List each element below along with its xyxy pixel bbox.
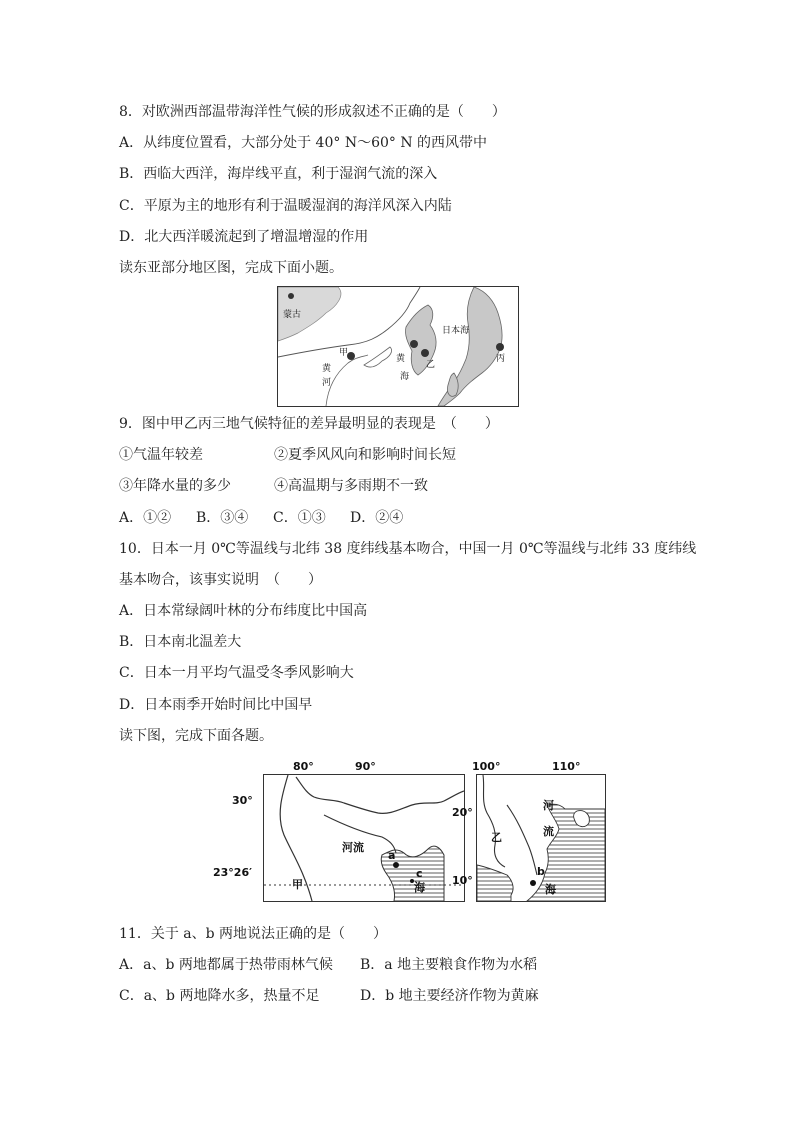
label-lon-90: 90° [355,760,376,773]
bing-point [496,343,504,351]
label-jia-south-asia: 甲 [292,878,303,891]
point-b [530,880,536,886]
east-asia-map [277,286,519,407]
label-liu: 流 [543,825,554,838]
q9-statement-3: ③年降水量的多少 [119,478,231,494]
yi-point-1 [410,340,418,348]
label-jia: 甲 [339,348,349,358]
jia-point [347,352,355,360]
label-yi: 乙 [426,360,436,370]
kyushu-island [447,373,458,396]
q11-option-d: D．b 地主要经济作物为黄麻 [360,988,539,1004]
point-a [393,862,399,868]
label-yellow-sea-1: 黄 [396,354,406,364]
label-yi-indochina: 乙 [491,831,502,844]
yellow-river [326,355,368,406]
label-japan-sea: 日本海 [442,326,470,336]
q8-option-b: B．西临大西洋，海岸线平直，利于湿润气流的深入 [119,166,438,182]
indochina-map [446,760,606,902]
q9-statement-4: ④高温期与多雨期不一致 [274,478,428,494]
q10-option-a: A．日本常绿阔叶林的分布纬度比中国高 [119,603,368,619]
intro-east-asia-map: 读东亚部分地区图，完成下面小题。 [119,260,343,276]
border-line [296,777,464,813]
label-lon-100: 100° [472,760,501,773]
q10-option-d: D．日本雨季开始时间比中国早 [119,697,313,713]
q11-option-a: A．a、b 两地都属于热带雨林气候 [119,957,333,973]
q11-option-c: C．a、b 两地降水多，热量不足 [119,988,320,1004]
shandong-peninsula [364,347,392,367]
q11-option-b: B．a 地主要粮食作物为水稻 [360,957,538,973]
q11-stem: 11．关于 a、b 两地说法正确的是（ ） [119,926,388,942]
south-asia-map-frame [263,774,465,902]
mekong-river [507,805,537,875]
gulf-of-thailand [477,865,513,901]
label-lat-30: 30° [232,794,253,807]
q10-option-b: B．日本南北温差大 [119,634,242,650]
label-river: 河流 [342,841,364,854]
q10-stem-line-2: 基本吻合，该事实说明 （ ） [119,572,322,588]
label-he: 河 [543,799,554,812]
label-lat-2326: 23°26′ [213,866,253,879]
q9-statement-2: ②夏季风风向和影响时间长短 [274,447,456,463]
label-lat-20: 20° [452,806,473,819]
east-asia-map-drawing [278,287,518,406]
indochina-map-frame [476,774,606,902]
q9-statement-1: ①气温年较差 [119,447,203,463]
q9-stem: 9．图中甲乙丙三地气候特征的差异最明显的表现是 （ ） [119,416,499,432]
label-b: b [537,865,545,878]
q8-option-d: D．北大西洋暖流起到了增温增湿的作用 [119,229,369,245]
q10-stem-line-1: 10．日本一月 0℃等温线与北纬 38 度纬线基本吻合，中国一月 0℃等温线与北纬 33 度纬线 [119,541,697,557]
q8-option-c: C．平原为主的地形有利于温暖湿润的海洋风深入内陆 [119,198,452,214]
q8-option-a: A．从纬度位置看，大部分处于 40° N～60° N 的西风带中 [119,135,488,151]
south-asia-map [213,760,465,902]
label-c: c [416,867,423,880]
label-mongolia: 蒙古 [283,310,302,320]
label-sea-south-asia: 海 [414,881,425,894]
label-lon-80: 80° [293,760,314,773]
intro-south-asia-maps: 读下图，完成下面各题。 [119,728,273,744]
mongolia-dot [288,293,294,299]
q9-option-b: B．③④ [196,510,249,526]
label-huanghe-2: 河 [322,378,332,388]
q9-option-c: C．①③ [273,510,326,526]
label-bing: 丙 [496,354,506,364]
q9-option-a: A．①② [119,510,172,526]
yi-point-2 [421,349,429,357]
label-sea-indochina: 海 [545,883,556,896]
label-lat-10: 10° [452,874,473,887]
q9-option-d: D．②④ [350,510,404,526]
label-a: a [388,849,396,862]
label-huanghe-1: 黄 [322,364,332,374]
indochina-west-coast [483,775,505,867]
label-lon-110: 110° [552,760,581,773]
q10-option-c: C．日本一月平均气温受冬季风影响大 [119,665,354,681]
south-china-sea [527,804,605,901]
q8-stem: 8．对欧洲西部温带海洋性气候的形成叙述不正确的是（ ） [119,104,506,120]
label-yellow-sea-2: 海 [400,372,410,382]
